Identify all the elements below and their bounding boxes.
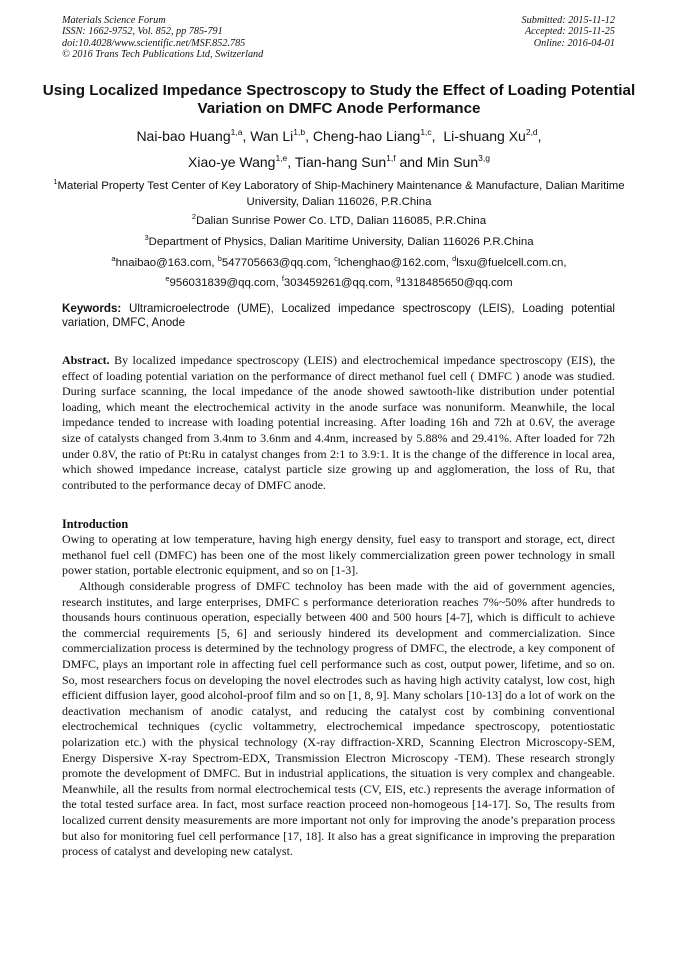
introduction-paragraph-1: Owing to operating at low temperature, having high energy density, fuel easy to transport and storage, ect, direct methanol fuel cell (DMFC) has been one of the most likely commercialization green power technology in small power station, portable electronic equipment, and so on [1-3].	[62, 532, 615, 578]
affiliation-2: $^2$Dalian Sunrise Power Co. LTD, Dalian 116085, P.R.China	[191, 212, 487, 227]
author: Min Sun$^{3,g}$	[426, 153, 490, 170]
author: Xiao-ye Wang$^{1,e}$,	[188, 153, 295, 170]
affiliation-1: $^1$Material Property Test Center of Key Laboratory of Ship-Machinery Maintenance & Manufacture, Dalian Maritime University, Dalian 116026, P.R.China	[53, 177, 625, 208]
introduction-paragraph-2: Although considerable progress of DMFC technoloy has been made with the aid of government agencies, research institutes, and large enterprises, DMFC s performance deterioration reaches 7%~50% after hundreds to thousands hours continuous operation, especially between 400 and 500 hours [4-7], which is difficult to achieve the commercial requirements [5, 6] and seriously hindered its development and commercialization. Since commercialization process is determined by the technology progress of DMFC, the electrode, a key component of DMFC, plays an important role in affecting fuel cell performance such as cost, output power, lifetime, and so on. So, most researchers focus on developing the novel electrodes such as having high activity catalyst, low cost, high efficient diffusion layer, good alcohol-proof film and so on [1, 8, 9]. Many scholars [10-13] do a lot of work on the deactivation mechanism of anodic catalyst, and reducing the catalyst cost by combining conventional electrochemical techniques (cyclic voltammetry, electrochemical impedance spectroscopy, potentiostatic polarization etc.) with the physical technology (X-ray diffraction-XRD, Scanning Electron Microscopy-SEM, Energy Dispersive X-ray Spectrom-EDX, Transmission Electron Microscopy -TEM). These research strongly promote the development of DMFC. But in industrial applications, the situation is very complex and changeable. Meanwhile, all the results from normal electrochemical tests (CV, EIS, etc.) represents the average information of the total tested surface area. In fact, most surface reaction proceed non-homogeous [14-17]. So, The results from localized current density measurements are more important not only for improving the anode’s preparation process but also for monitoring fuel cell performance [17, 18]. It also has a great significance in improving the preparation process of catalyst and developing new catalyst.	[62, 579, 615, 859]
email: $^f$303459261@qq.com,	[281, 274, 397, 289]
accepted-date: Accepted: 2015-11-25	[524, 26, 615, 38]
email-line-1	[40, 251, 638, 271]
email: $^g$1318485650@qq.com	[396, 274, 513, 289]
abstract-label: Abstract.	[62, 353, 110, 367]
author: Wan Li$^{1,b}$,	[250, 127, 313, 144]
issn-line: ISSN: 1662-9752, Vol. 852, pp 785-791	[62, 26, 223, 38]
abstract-text: By localized impedance spectroscopy (LEIS) and electrochemical impedance spectroscopy (EIS), the effect of loading potential variation on the performance of direct methanol fuel cell ( DMFC ) anode was studied. During surface scanning, the local impedance of the anode showed sawtooth-like distribution under potential loading, which meant the electrochemical activity in the anode surface was nonuniform. Meanwhile, the local impedance tended to increase with loading potential increasing. After loading 16h and 72h at 0.6V, the average size of catalysts changed from 3.4nm to 3.6nm and 4.4nm, increased by 5.88% and 29.41%. After loaded for 72h under 0.8V, the ratio of Pt:Ru in catalyst changes from 2:1 to 3.9:1. It is the change of the difference in local area, which showed impedance increase, catalyst particle size growing up and agglomeration, the loss of Ru, that contributed to the performance decay of DMFC anode.	[62, 353, 615, 492]
author: Li-shuang Xu$^{2,d}$,	[443, 127, 542, 144]
doi-line: doi:10.4028/www.scientific.net/MSF.852.785	[62, 37, 246, 49]
keywords-label: Keywords:	[62, 302, 122, 315]
email: $^d$lsxu@fuelcell.com.cn,	[452, 254, 567, 269]
affiliation-3: $^3$Department of Physics, Dalian Maritime University, Dalian 116026 P.R.China	[144, 233, 534, 248]
journal-name: Materials Science Forum	[62, 15, 166, 26]
author-list-line-1	[40, 124, 638, 144]
email: $^e$956031839@qq.com,	[165, 274, 282, 289]
introduction-heading: Introduction	[62, 517, 129, 531]
online-date: Online: 2016-04-01	[533, 37, 615, 49]
email: $^c$lchenghao@162.com,	[334, 254, 453, 269]
email-line-2	[40, 271, 638, 291]
author-list-line-2	[40, 150, 638, 170]
email: $^b$547705663@qq.com,	[217, 254, 335, 269]
copyright-line: © 2016 Trans Tech Publications Ltd, Switzerland	[62, 49, 264, 61]
author: Nai-bao Huang$^{1,a}$,	[136, 127, 251, 144]
abstract-section	[62, 353, 615, 493]
submission-dates	[522, 15, 615, 49]
keywords-text: Ultramicroelectrode (UME), Localized impedance spectroscopy (LEIS), Loading potential variation, DMFC, Anode	[62, 302, 615, 330]
author-emails	[40, 251, 638, 291]
journal-info	[62, 15, 263, 61]
author: Cheng-hao Liang$^{1,c}$,	[312, 127, 444, 144]
submitted-date: Submitted: 2015-11-12	[521, 15, 615, 26]
author: Tian-hang Sun$^{1,f}$ and	[294, 153, 427, 170]
keywords-section	[62, 302, 615, 331]
email: $^a$hnaibao@163.com,	[111, 254, 218, 269]
paper-title: Using Localized Impedance Spectroscopy to Study the Effect of Loading Potential Variation on DMFC Anode Performance	[42, 82, 636, 117]
